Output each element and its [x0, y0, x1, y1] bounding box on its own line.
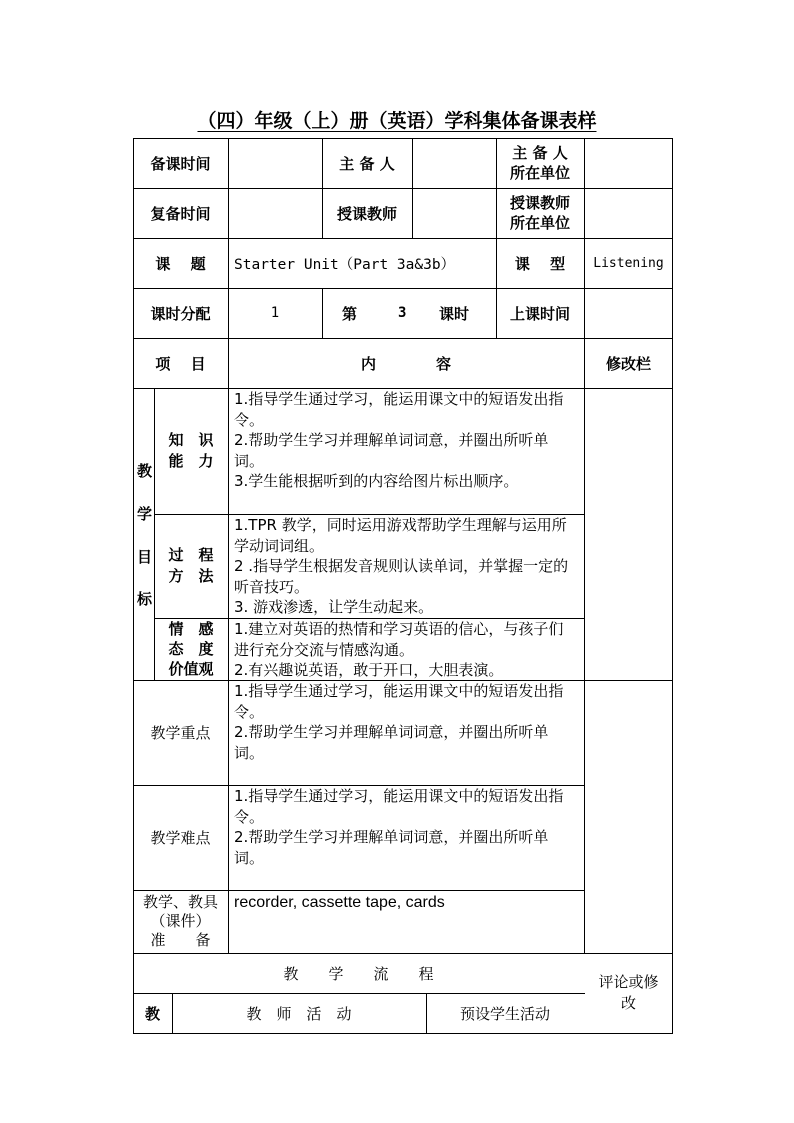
- emotion-label: 情 感 态 度 价值观: [168, 620, 214, 678]
- topic-value: Starter Unit（Part 3a&3b）: [234, 256, 456, 273]
- flow-student-activity: 预设学生活动: [459, 1004, 550, 1023]
- prep-time-label: 备课时间: [150, 154, 211, 173]
- table-vline: [322, 288, 323, 339]
- hours-value: 1: [270, 305, 280, 321]
- table-hline: [133, 1033, 673, 1034]
- type-label: 课 型: [514, 254, 566, 273]
- class-time-label: 上课时间: [509, 304, 570, 323]
- review-time-label: 复备时间: [150, 204, 211, 223]
- knowledge-text: 1.指导学生通过学习，能运用课文中的短语发出指令。 2.帮助学生学习并理解单词词意，并圈出所听单词。 3.学生能根据听到的内容给图片标出顺序。: [234, 390, 564, 490]
- type-value: Listening: [593, 255, 664, 271]
- flow-comment: 评论或修 改: [598, 973, 659, 1012]
- table-vline: [412, 138, 413, 239]
- materials-text: recorder, cassette tape, cards: [234, 894, 445, 911]
- flow-teach: 教: [144, 1004, 160, 1023]
- difficulties-label: 教学难点: [150, 829, 211, 847]
- objectives-char-4: 标: [137, 590, 153, 608]
- process-label: 过 程 方 法: [168, 546, 214, 585]
- teacher-label: 授课教师: [336, 204, 397, 223]
- hours-label: 课时分配: [150, 304, 211, 323]
- objectives-char-1: 教: [137, 462, 153, 480]
- objectives-group-label: [133, 388, 154, 680]
- teacher-unit-label: 授课教师 所在单位: [509, 194, 570, 232]
- key-points-text: 1.指导学生通过学习，能运用课文中的短语发出指令。 2.帮助学生学习并理解单词词意，并圈出所听单词。: [234, 682, 564, 762]
- flow-teacher-activity: 教 师 活 动: [246, 1004, 352, 1023]
- knowledge-label: 知 识 能 力: [168, 431, 214, 470]
- lesson-num: 3: [398, 305, 407, 321]
- materials-label: 教学、教具 （课件） 准 备: [142, 893, 218, 949]
- key-points-label: 教学重点: [150, 724, 211, 742]
- lesson-unit: 课时: [439, 304, 470, 323]
- objectives-char-3: 目: [137, 548, 153, 566]
- main-prep-label: 主 备 人: [339, 154, 395, 173]
- item-header: 项 目: [155, 354, 206, 373]
- revision-header: 修改栏: [605, 354, 651, 373]
- main-unit-label: 主 备 人 所在单位: [509, 144, 570, 182]
- content-header: 内 容: [360, 354, 451, 373]
- process-text: 1.TPR 教学，同时运用游戏帮助学生理解与运用所学动词词组。 2 .指导学生根据发音规则认读单词，并掌握一定的听音技巧。 3. 游戏渗透，让学生动起来。: [234, 516, 569, 616]
- flow-title: 教 学 流 程: [283, 964, 434, 983]
- difficulties-text: 1.指导学生通过学习，能运用课文中的短语发出指令。 2.帮助学生学习并理解单词词意，并圈出所听单词。: [234, 787, 564, 867]
- topic-label: 课 题: [155, 254, 206, 273]
- emotion-text: 1.建立对英语的热情和学习英语的信心，与孩子们进行充分交流与情感沟通。 2.有兴趣说英语，敢于开口，大胆表演。: [234, 620, 564, 679]
- objectives-char-2: 学: [137, 505, 153, 523]
- lesson-di: 第: [342, 304, 358, 323]
- page-title: （四）年级（上）册（英语）学科集体备课表样: [197, 110, 597, 132]
